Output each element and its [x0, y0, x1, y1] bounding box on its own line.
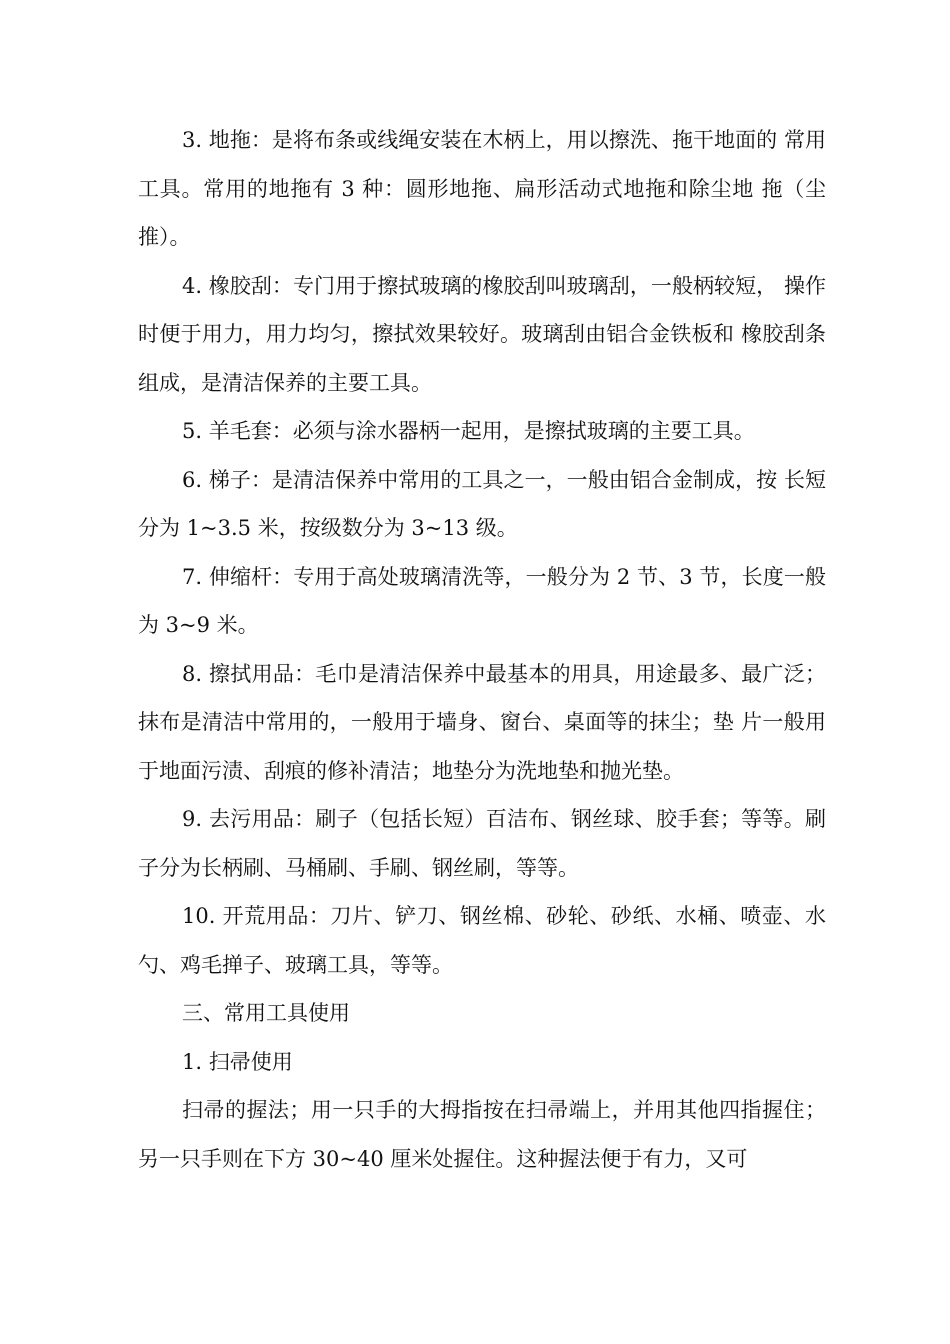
paragraph-telescopic-pole: 7. 伸缩杆：专用于高处玻璃清洗等，一般分为 2 节、3 节，长度一般为 3~9 米。: [138, 564, 826, 637]
paragraph-decontamination-supplies: 9. 去污用品：刷子（包括长短）百洁布、钢丝球、胶手套；等等。刷子分为长柄刷、马桶刷、手刷、钢丝刷，等等。: [138, 807, 826, 880]
paragraph-ladder: 6. 梯子：是清洁保养中常用的工具之一，一般由铝合金制成，按 长短分为 1~3.5 米，按级数分为 3~13 级。: [138, 467, 826, 540]
paragraph-mop: 3. 地拖：是将布条或线绳安装在木柄上，用以擦洗、拖干地面的 常用工具。常用的地拖有 3 种：圆形地拖、扁形活动式地拖和除尘地 拖（尘推）。: [138, 128, 826, 249]
subsection-heading-broom-usage: 1. 扫帚使用: [182, 1049, 293, 1074]
paragraph-wool-sleeve: 5. 羊毛套：必须与涂水器柄一起用，是擦拭玻璃的主要工具。: [182, 419, 755, 443]
paragraph-wiping-supplies: 8. 擦拭用品：毛巾是清洁保养中最基本的用具，用途最多、最广泛；抹布是清洁中常用的，一般用于墙身、窗台、桌面等的抹尘；垫 片一般用于地面污渍、刮痕的修补清洁；地垫分为洗地垫和抛光垫。: [138, 661, 826, 783]
paragraph-rubber-squeegee: 4. 橡胶刮：专门用于擦拭玻璃的橡胶刮叫玻璃刮，一般柄较短， 操作时便于用力，用力均匀，擦拭效果较好。玻璃刮由铝合金铁板和 橡胶刮条组成，是清洁保养的主要工具。: [138, 273, 826, 395]
paragraph-initial-cleaning-supplies: 10. 开荒用品：刀片、铲刀、钢丝棉、砂轮、砂纸、水桶、喷壶、水勺、鸡毛掸子、玻璃工具，等等。: [138, 904, 826, 977]
paragraph-broom-grip: 扫帚的握法；用一只手的大拇指按在扫帚端上，并用其他四指握住；另一只手则在下方 30~40 厘米处握住。这种握法便于有力，又可: [138, 1098, 826, 1171]
document-page: [138, 116, 826, 1183]
section-heading-tool-usage: 三、常用工具使用: [182, 1001, 350, 1025]
